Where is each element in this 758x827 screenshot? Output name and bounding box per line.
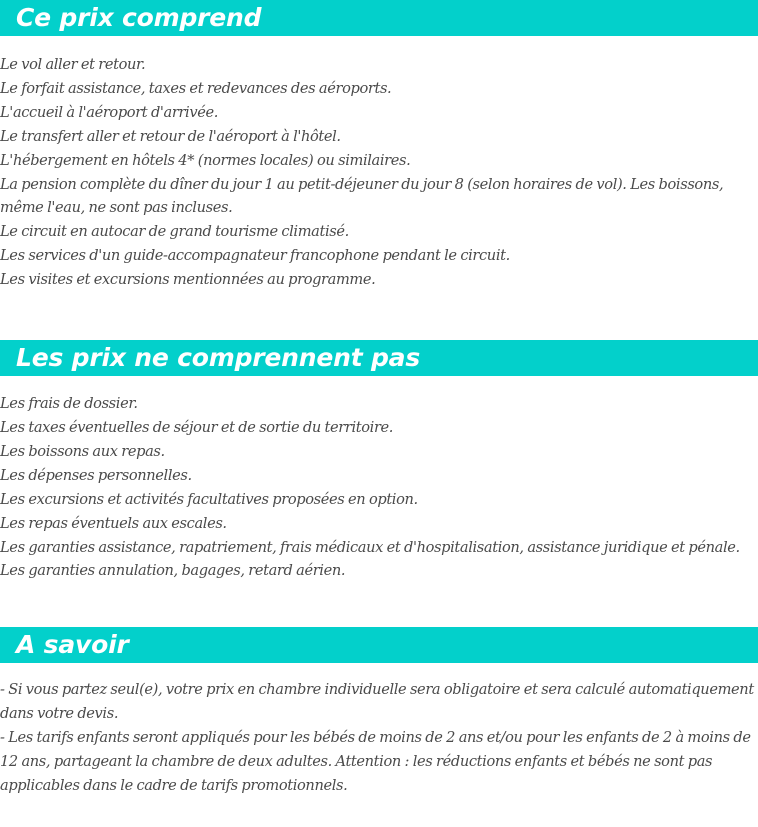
section-body-a-savoir bbox=[0, 663, 758, 798]
list-item: L'hébergement en hôtels 4* (normes locales) ou similaires. bbox=[0, 151, 411, 169]
section-body-les-prix-ne-comprennent-pas bbox=[0, 376, 758, 583]
list-item: Les dépenses personnelles. bbox=[0, 466, 192, 484]
list-item: Le vol aller et retour. bbox=[0, 56, 146, 73]
list-item: Les garanties assistance, rapatriement, frais médicaux et d'hospitalisation, assistance juridique et pénale. bbox=[0, 538, 740, 556]
list-item: Le transfert aller et retour de l'aéroport à l'hôtel. bbox=[0, 127, 341, 145]
section-header-a-savoir: A savoir bbox=[0, 627, 758, 663]
list-item: Les boissons aux repas. bbox=[0, 442, 165, 460]
section-les-prix-ne-comprennent-pas bbox=[0, 340, 758, 583]
bottom-spacer bbox=[0, 798, 758, 812]
list-item: Les taxes éventuelles de séjour et de sortie du territoire. bbox=[0, 418, 394, 436]
section-body-ce-prix-comprend bbox=[0, 36, 758, 292]
list-item: - Si vous partez seul(e), votre prix en chambre individuelle sera obligatoire et sera calculé automatiquement dans votre devis. bbox=[0, 681, 754, 723]
list-item: Les visites et excursions mentionnées au programme. bbox=[0, 271, 376, 289]
list-item: La pension complète du dîner du jour 1 au petit-déjeuner du jour 8 (selon horaires de vol). Les boissons, même l'eau, ne sont pas incluses. bbox=[0, 175, 724, 217]
list-item: L'accueil à l'aéroport d'arrivée. bbox=[0, 103, 218, 121]
list-item: Les excursions et activités facultatives proposées en option. bbox=[0, 490, 418, 508]
section-header-ce-prix-comprend: Ce prix comprend bbox=[0, 0, 758, 36]
list-item: Les garanties annulation, bagages, retard aérien. bbox=[0, 562, 346, 580]
list-item: Le forfait assistance, taxes et redevances des aéroports. bbox=[0, 79, 392, 97]
list-item: Le circuit en autocar de grand tourisme climatisé. bbox=[0, 223, 349, 241]
section-ce-prix-comprend bbox=[0, 0, 758, 292]
list-item: - Les tarifs enfants seront appliqués pour les bébés de moins de 2 ans et/ou pour les enfants de 2 à moins de 12 ans, partageant la chambre de deux adultes. Attention : les réductions enfants et bébés ne sont pas applicables dans le cadre de tarifs promotionnels. bbox=[0, 729, 751, 794]
list-item: Les repas éventuels aux escales. bbox=[0, 514, 227, 532]
list-item: Les services d'un guide-accompagnateur francophone pendant le circuit. bbox=[0, 247, 510, 265]
section-header-les-prix-ne-comprennent-pas: Les prix ne comprennent pas bbox=[0, 340, 758, 376]
list-item: Les frais de dossier. bbox=[0, 395, 138, 413]
section-a-savoir bbox=[0, 627, 758, 812]
